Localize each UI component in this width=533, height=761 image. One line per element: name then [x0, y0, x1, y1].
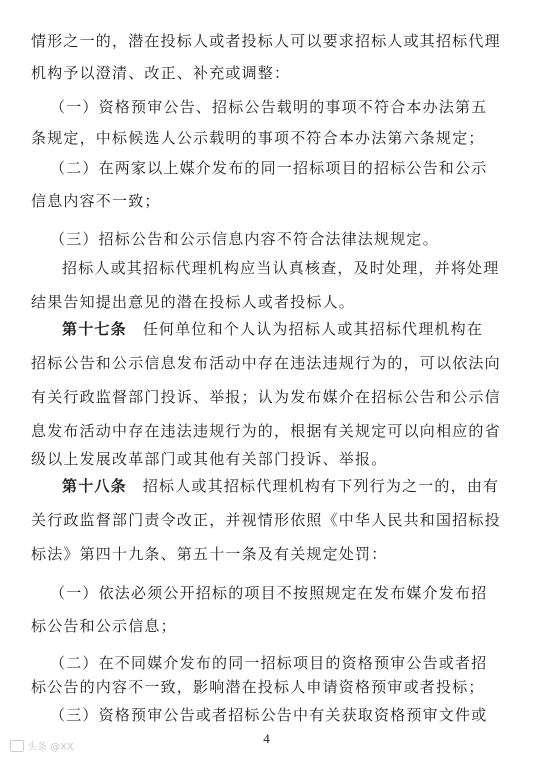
text-line: 级以上发展改革部门或其他有关部门投诉、举报。 [31, 450, 388, 468]
text-line: （三）招标公告和公示信息内容不符合法律法规规定。 [50, 230, 439, 248]
article-17-line [62, 318, 533, 339]
text-line: 招标人或其招标代理机构有下列行为之一的，由有 [142, 477, 500, 495]
text-line: 有关行政监督部门投诉、举报；认为发布媒介在招标公告和公示信 [31, 388, 501, 406]
text-line: 息发布活动中存在违法违规行为的，根据有关规定可以向相应的省 [31, 422, 501, 440]
text-line: 招标公告和公示信息发布活动中存在违法违规行为的，可以依法向 [31, 354, 501, 372]
article-18-line [62, 475, 533, 496]
page-number: 4 [263, 731, 270, 746]
article-18-heading: 第十八条 [62, 477, 127, 495]
text-line: （二）在不同媒介发布的同一招标项目的资格预审公告或者招 [50, 654, 488, 672]
text-line: 标法》第四十九条、第五十一条及有关规定处罚： [31, 545, 388, 563]
text-line: 关行政监督部门责令改正，并视情形依照《中华人民共和国招标投 [31, 511, 501, 529]
text-line: 机构予以澄清、改正、补充或调整： [31, 64, 291, 82]
text-line: 信息内容不一致； [31, 192, 161, 210]
text-line: （二）在两家以上媒介发布的同一招标项目的招标公告和公示 [50, 159, 488, 177]
text-line: 任何单位和个人认为招标人或其招标代理机构在 [142, 320, 484, 338]
watermark-logo-icon [10, 740, 24, 752]
article-17-heading: 第十七条 [62, 320, 127, 338]
text-line: 招标人或其招标代理机构应当认真核查，及时处理，并将处理 [62, 259, 500, 277]
watermark [10, 738, 74, 753]
text-line: （三）资格预审公告或者招标公告中有关获取资格预审文件或 [50, 706, 488, 724]
text-line: （一）资格预审公告、招标公告载明的事项不符合本办法第五 [50, 98, 488, 116]
watermark-text: 头条 @XX [27, 742, 74, 753]
text-line: 条规定，中标候选人公示载明的事项不符合本办法第六条规定； [31, 129, 485, 147]
text-line: 情形之一的，潜在投标人或者投标人可以要求招标人或其招标代理 [31, 32, 501, 50]
text-line: 结果告知提出意见的潜在投标人或者投标人。 [31, 293, 356, 311]
text-line: 标公告和公示信息； [31, 617, 177, 635]
text-line: 标公告的内容不一致，影响潜在投标人申请资格预审或者投标； [31, 678, 485, 696]
text-line: （一）依法必须公开招标的项目不按照规定在发布媒介发布招 [50, 584, 488, 602]
